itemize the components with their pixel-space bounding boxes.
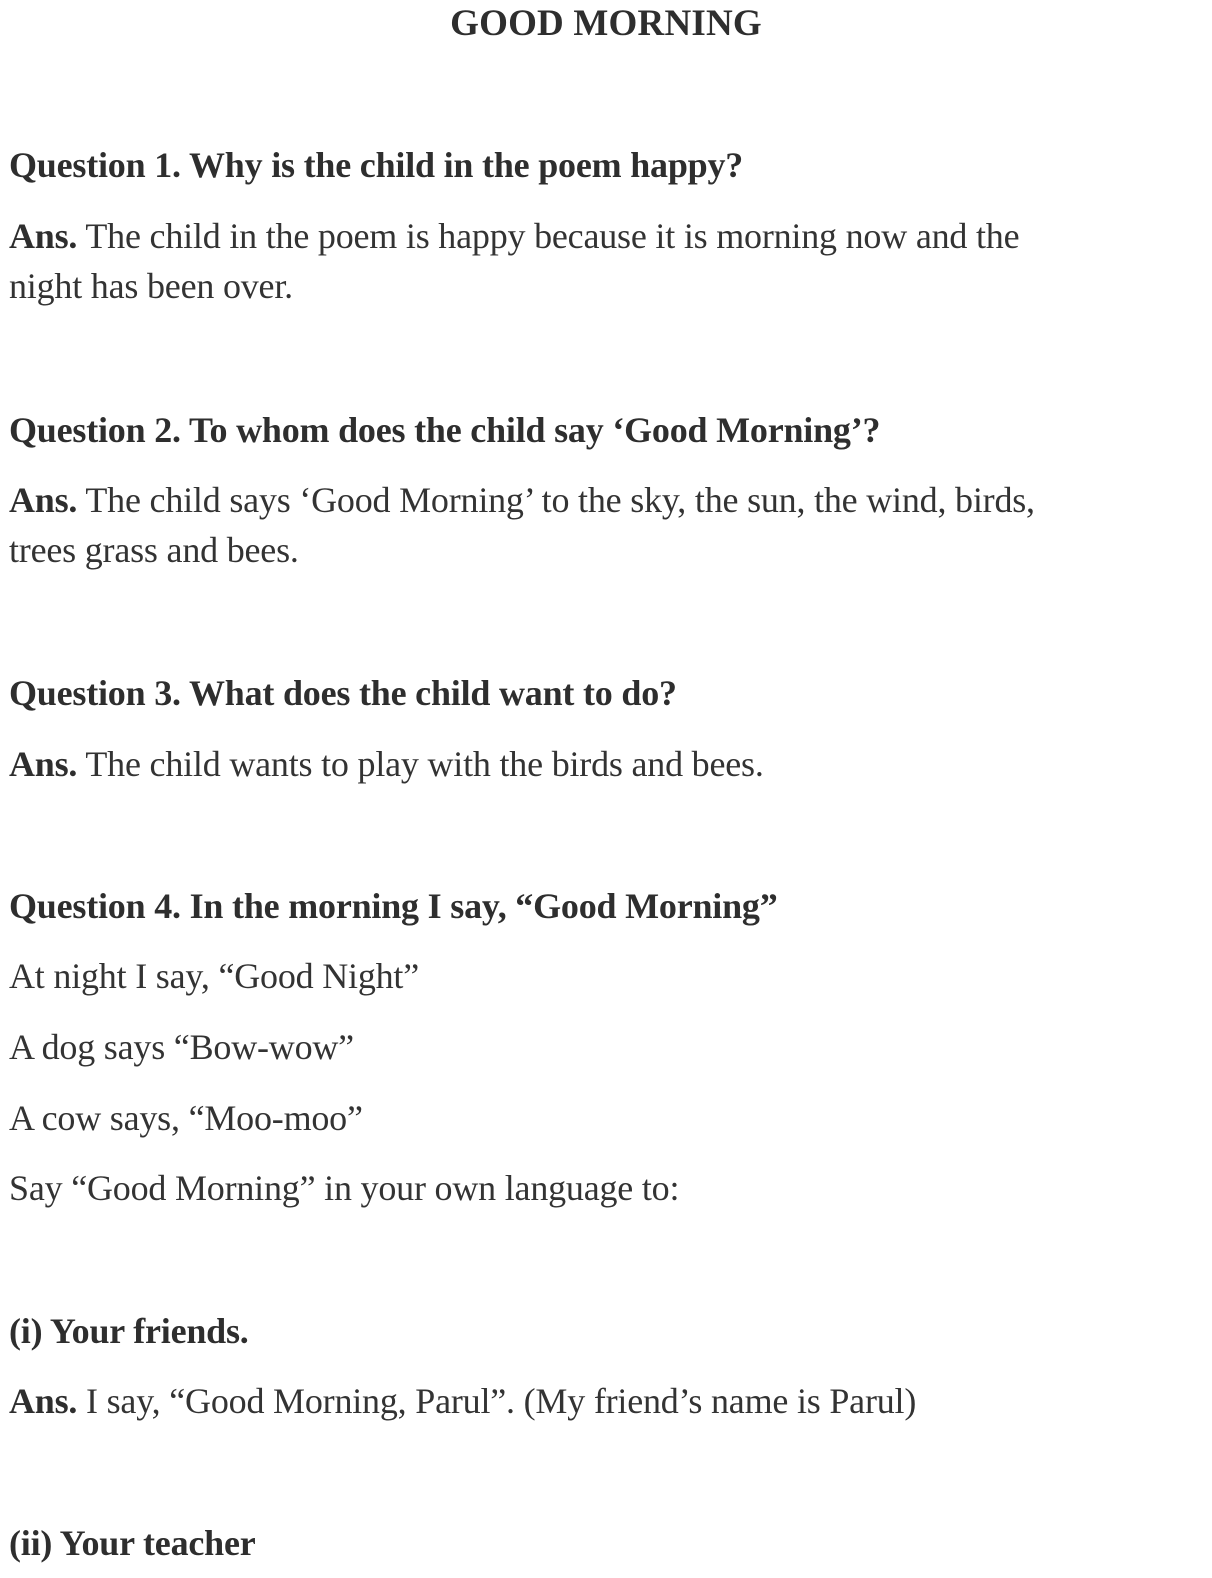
question-3: Question 3. What does the child want to do?	[9, 673, 677, 713]
answer-3-line-1	[9, 744, 764, 784]
answer-text: The child in the poem is happy because it is morning now and the	[77, 216, 1020, 256]
answer-label: Ans.	[9, 1381, 78, 1421]
subpart-i-label: (i) Your friends.	[9, 1311, 249, 1351]
subpart-i-answer	[9, 1381, 916, 1421]
question-4-line-4: Say “Good Morning” in your own language to:	[9, 1168, 680, 1208]
question-4: Question 4. In the morning I say, “Good Morning”	[9, 886, 778, 926]
page-title: GOOD MORNING	[450, 3, 762, 44]
answer-label: Ans.	[9, 744, 78, 784]
question-4-line-1: At night I say, “Good Night”	[9, 956, 419, 996]
answer-text: I say, “Good Morning, Parul”. (My friend’s name is Parul)	[77, 1381, 917, 1421]
question-4-line-2: A dog says “Bow-wow”	[9, 1027, 354, 1067]
answer-2-line-2: trees grass and bees.	[9, 530, 299, 570]
answer-label: Ans.	[9, 480, 78, 520]
question-1: Question 1. Why is the child in the poem happy?	[9, 145, 744, 185]
answer-text: The child says ‘Good Morning’ to the sky, the sun, the wind, birds,	[77, 480, 1035, 520]
answer-label: Ans.	[9, 216, 78, 256]
question-4-line-3: A cow says, “Moo-moo”	[9, 1098, 363, 1138]
answer-1-line-2: night has been over.	[9, 266, 293, 306]
answer-2-line-1	[9, 480, 1035, 520]
answer-text: The child wants to play with the birds and bees.	[77, 744, 764, 784]
subpart-ii-label: (ii) Your teacher	[9, 1523, 256, 1563]
question-2: Question 2. To whom does the child say ‘Good Morning’?	[9, 410, 881, 450]
answer-1-line-1	[9, 216, 1019, 256]
